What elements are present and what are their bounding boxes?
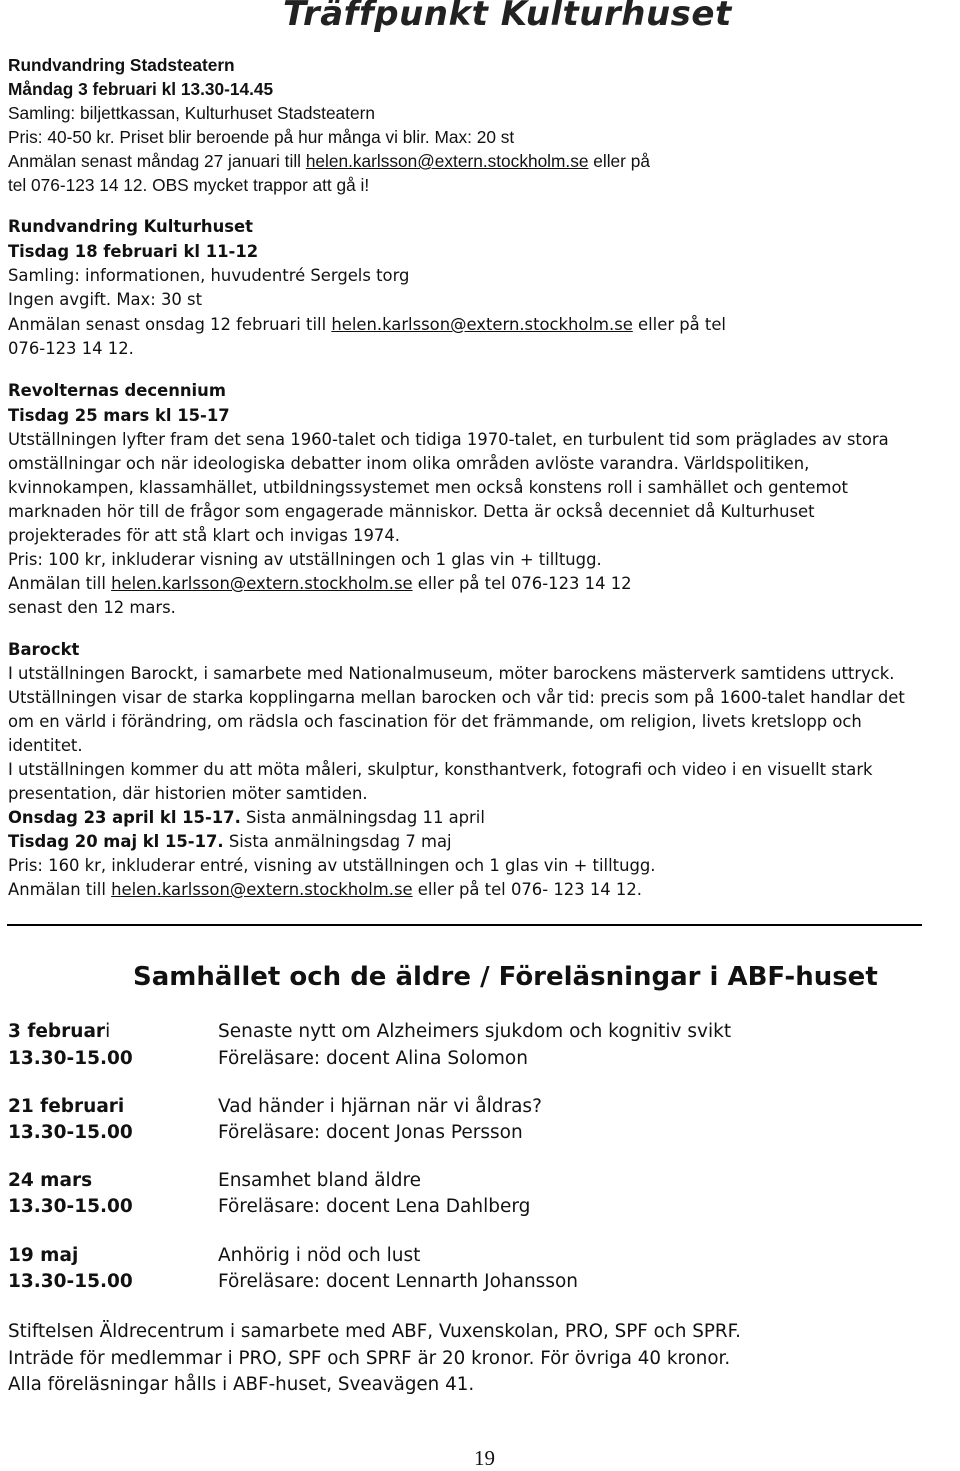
event-title: Rundvandring Stadsteatern bbox=[8, 55, 235, 75]
event-price: Pris: 40-50 kr. Priset blir beroende på hur många vi blir. Max: 20 st bbox=[8, 127, 515, 147]
lecture-speaker: Föreläsare: docent Alina Solomon bbox=[218, 1048, 528, 1069]
event-desc-line: omställningar och när ideologiska debatter inom olika områden avlöste varandra. Världspolitiken, bbox=[8, 454, 810, 473]
event-title: Barockt bbox=[8, 640, 80, 659]
event-signup: Anmälan till helen.karlsson@extern.stockholm.se eller på tel 076- 123 14 12. bbox=[8, 880, 642, 899]
event-date-2: Tisdag 20 maj kl 15-17. Sista anmälningsdag 7 maj bbox=[8, 832, 452, 851]
lecture-time: 13.30-15.00 bbox=[8, 1122, 133, 1143]
event-desc-line: I utställningen Barockt, i samarbete med Nationalmuseum, möter barockens mästerverk samtidens uttryck. bbox=[8, 664, 895, 683]
lecture-title: Senaste nytt om Alzheimers sjukdom och kognitiv svikt bbox=[218, 1021, 732, 1042]
event-price: Pris: 100 kr, inkluderar visning av utställningen och 1 glas vin + tilltugg. bbox=[8, 550, 602, 569]
lecture-date: 19 maj bbox=[8, 1245, 79, 1266]
event-date: Tisdag 18 februari kl 11-12 bbox=[8, 242, 259, 261]
lecture-title: Anhörig i nöd och lust bbox=[218, 1245, 421, 1266]
event-phone: tel 076-123 14 12. OBS mycket trappor att gå i! bbox=[8, 175, 370, 195]
event-desc-line: kvinnokampen, klassamhället, utbildningssystemet men också konstens roll i samhället och gentemot bbox=[8, 478, 848, 497]
footer-line: Stiftelsen Äldrecentrum i samarbete med ABF, Vuxenskolan, PRO, SPF och SPRF. bbox=[8, 1321, 741, 1342]
event-desc-line: I utställningen kommer du att möta måleri, skulptur, konsthantverk, fotografi och video i en visuellt stark bbox=[8, 760, 873, 779]
event-desc-line: om en värld i förändring, om rädsla och fascination för det främmande, om religion, livets kretslopp och bbox=[8, 712, 862, 731]
event-title: Revolternas decennium bbox=[8, 381, 226, 400]
event-title: Rundvandring Kulturhuset bbox=[8, 217, 253, 236]
event-signup: Anmälan senast måndag 27 januari till helen.karlsson@extern.stockholm.se eller på bbox=[8, 151, 650, 171]
event-desc-line: marknaden hör till de frågor som engagerade människor. Detta är också decenniet då Kulturhuset bbox=[8, 502, 815, 521]
event-meeting: Samling: informationen, huvudentré Sergels torg bbox=[8, 266, 410, 285]
event-signup: Anmälan senast onsdag 12 februari till helen.karlsson@extern.stockholm.se eller på tel bbox=[8, 315, 726, 334]
event-meeting: Samling: biljettkassan, Kulturhuset Stadsteatern bbox=[8, 103, 375, 123]
lecture-speaker: Föreläsare: docent Lennarth Johansson bbox=[218, 1271, 579, 1292]
lecture-speaker: Föreläsare: docent Lena Dahlberg bbox=[218, 1196, 531, 1217]
lecture-date: 3 februari bbox=[8, 1021, 111, 1042]
email-link[interactable]: helen.karlsson@extern.stockholm.se bbox=[111, 574, 413, 593]
email-link[interactable]: helen.karlsson@extern.stockholm.se bbox=[111, 880, 413, 899]
section-title: Samhället och de äldre / Föreläsningar i ABF-huset bbox=[133, 962, 878, 992]
event-desc-line: Utställningen lyfter fram det sena 1960-talet och tidiga 1970-talet, en turbulent tid som präglades av stora bbox=[8, 430, 889, 449]
event-desc-line: presentation, där historien möter samtiden. bbox=[8, 784, 368, 803]
event-date-1: Onsdag 23 april kl 15-17. Sista anmälningsdag 11 april bbox=[8, 808, 485, 827]
event-desc-line: Utställningen visar de starka kopplingarna mellan barocken och vår tid: precis som på 1600-talet handlar det bbox=[8, 688, 905, 707]
lecture-title: Vad händer i hjärnan när vi åldras? bbox=[218, 1096, 542, 1117]
lecture-date: 21 februari bbox=[8, 1096, 125, 1117]
event-desc-line: identitet. bbox=[8, 736, 83, 755]
event-desc-line: projekterades för att stå klart och invigas 1974. bbox=[8, 526, 400, 545]
footer-line: Inträde för medlemmar i PRO, SPF och SPRF är 20 kronor. För övriga 40 kronor. bbox=[8, 1348, 731, 1369]
event-price: Ingen avgift. Max: 30 st bbox=[8, 290, 202, 309]
event-price: Pris: 160 kr, inkluderar entré, visning av utställningen och 1 glas vin + tilltugg. bbox=[8, 856, 656, 875]
event-phone: 076-123 14 12. bbox=[8, 339, 134, 358]
event-date: Måndag 3 februari kl 13.30-14.45 bbox=[8, 79, 274, 99]
event-deadline: senast den 12 mars. bbox=[8, 598, 176, 617]
footer-line: Alla föreläsningar hålls i ABF-huset, Sveavägen 41. bbox=[8, 1374, 475, 1395]
section-divider bbox=[7, 924, 922, 926]
event-signup: Anmälan till helen.karlsson@extern.stockholm.se eller på tel 076-123 14 12 bbox=[8, 574, 632, 593]
lecture-date: 24 mars bbox=[8, 1170, 93, 1191]
lecture-time: 13.30-15.00 bbox=[8, 1271, 133, 1292]
lecture-time: 13.30-15.00 bbox=[8, 1048, 133, 1069]
lecture-speaker: Föreläsare: docent Jonas Persson bbox=[218, 1122, 523, 1143]
email-link[interactable]: helen.karlsson@extern.stockholm.se bbox=[305, 151, 589, 171]
lecture-title: Ensamhet bland äldre bbox=[218, 1170, 422, 1191]
email-link[interactable]: helen.karlsson@extern.stockholm.se bbox=[331, 315, 633, 334]
event-date: Tisdag 25 mars kl 15-17 bbox=[8, 406, 230, 425]
page-number: 19 bbox=[474, 1446, 495, 1470]
lecture-time: 13.30-15.00 bbox=[8, 1196, 133, 1217]
page-header-title: Träffpunkt Kulturhuset bbox=[283, 0, 732, 34]
